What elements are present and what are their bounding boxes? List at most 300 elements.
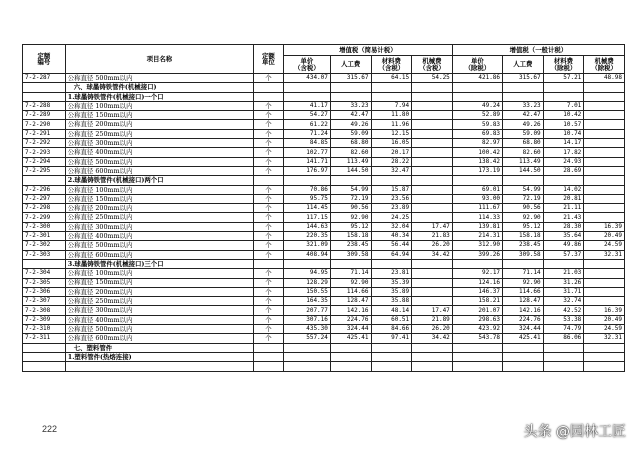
empty-cell bbox=[330, 343, 371, 352]
cell-material-excl: 20.81 bbox=[543, 194, 584, 203]
row-unit: 个 bbox=[253, 204, 283, 213]
empty-cell bbox=[584, 83, 625, 92]
cell-labor-excl bbox=[503, 362, 544, 371]
cell-labor: 144.50 bbox=[330, 166, 371, 175]
row-unit: 个 bbox=[253, 222, 283, 231]
cell-labor: 158.18 bbox=[330, 232, 371, 241]
row-code: 7-2-311 bbox=[23, 334, 66, 343]
cell-machine-excl bbox=[584, 101, 625, 110]
cell-material-excl: 32.74 bbox=[543, 297, 584, 306]
row-unit: 个 bbox=[253, 325, 283, 334]
row-name: 公称直径 200mm以内 bbox=[65, 120, 253, 129]
cell-price-incl: 128.29 bbox=[283, 278, 330, 287]
row-code: 7-2-301 bbox=[23, 232, 66, 241]
cell-labor: 92.90 bbox=[330, 213, 371, 222]
cell-machine-excl: 16.39 bbox=[584, 306, 625, 315]
cell-price-incl: 114.45 bbox=[283, 204, 330, 213]
row-unit: 个 bbox=[253, 334, 283, 343]
row-unit: 个 bbox=[253, 129, 283, 138]
table-row bbox=[23, 157, 625, 166]
cell-labor-excl: 144.50 bbox=[503, 166, 544, 175]
row-code: 7-2-305 bbox=[23, 278, 66, 287]
cell-machine-excl bbox=[584, 269, 625, 278]
cell-machine-incl bbox=[412, 362, 453, 371]
empty-cell bbox=[503, 83, 544, 92]
group-title: 1.塑料管件(热熔连接) bbox=[65, 352, 253, 361]
row-unit: 个 bbox=[253, 297, 283, 306]
empty-cell bbox=[330, 259, 371, 268]
cell-material-excl: 21.11 bbox=[543, 204, 584, 213]
cell-price-excl: 49.24 bbox=[452, 101, 502, 110]
row-unit: 个 bbox=[253, 185, 283, 194]
cell-material-incl: 15.87 bbox=[371, 185, 412, 194]
cell-material-incl: 24.25 bbox=[371, 213, 412, 222]
empty-cell bbox=[330, 92, 371, 101]
table-row bbox=[23, 120, 625, 129]
cell-price-incl: 434.07 bbox=[283, 74, 330, 83]
cell-labor-excl: 72.19 bbox=[503, 194, 544, 203]
header-name: 项目名称 bbox=[65, 45, 253, 74]
cell-material-excl: 7.01 bbox=[543, 101, 584, 110]
cell-material-excl: 10.74 bbox=[543, 129, 584, 138]
cell-machine-excl: 48.98 bbox=[584, 74, 625, 83]
row-name: 公称直径 500mm以内 bbox=[65, 157, 253, 166]
empty-cell bbox=[412, 352, 453, 361]
table-row bbox=[23, 139, 625, 148]
cell-material-incl: 7.94 bbox=[371, 101, 412, 110]
row-unit: 个 bbox=[253, 148, 283, 157]
row-unit: 个 bbox=[253, 74, 283, 83]
row-name: 公称直径 500mm以内 bbox=[65, 241, 253, 250]
cell-machine-excl: 24.59 bbox=[584, 325, 625, 334]
row-code: 7-2-308 bbox=[23, 306, 66, 315]
cell-material-excl: 10.57 bbox=[543, 120, 584, 129]
cell-material-incl: 35.89 bbox=[371, 287, 412, 296]
cell-price-excl: 82.97 bbox=[452, 139, 502, 148]
row-code: 7-2-309 bbox=[23, 315, 66, 324]
cell-material-excl: 57.37 bbox=[543, 250, 584, 259]
row-name: 公称直径 300mm以内 bbox=[65, 139, 253, 148]
cell-material-excl: 17.82 bbox=[543, 148, 584, 157]
cell-price-excl: 173.19 bbox=[452, 166, 502, 175]
empty-cell bbox=[330, 176, 371, 185]
empty-cell bbox=[253, 83, 283, 92]
cell-machine-incl bbox=[412, 204, 453, 213]
cell-price-excl: 93.00 bbox=[452, 194, 502, 203]
empty-cell bbox=[253, 259, 283, 268]
cell-machine-incl: 26.20 bbox=[412, 325, 453, 334]
row-code-cell bbox=[23, 92, 66, 101]
cell-machine-excl: 20.49 bbox=[584, 315, 625, 324]
page-number: 222 bbox=[42, 424, 58, 434]
row-unit: 个 bbox=[253, 101, 283, 110]
group-row bbox=[23, 352, 625, 361]
section-title: 六、球墨铸铁管件(机械接口) bbox=[65, 83, 253, 92]
cell-material-excl: 31.26 bbox=[543, 278, 584, 287]
cell-labor: 42.47 bbox=[330, 111, 371, 120]
table-row bbox=[23, 306, 625, 315]
empty-cell bbox=[283, 352, 330, 361]
cell-material-excl: 10.42 bbox=[543, 111, 584, 120]
row-unit: 个 bbox=[253, 157, 283, 166]
row-code: 7-2-303 bbox=[23, 250, 66, 259]
cell-labor-excl: 92.90 bbox=[503, 278, 544, 287]
cell-labor: 324.44 bbox=[330, 325, 371, 334]
cell-price-excl: 312.90 bbox=[452, 241, 502, 250]
empty-cell bbox=[371, 343, 412, 352]
cell-price-incl: 207.77 bbox=[283, 306, 330, 315]
cell-labor-excl: 90.56 bbox=[503, 204, 544, 213]
table-row bbox=[23, 222, 625, 231]
row-name bbox=[65, 362, 253, 371]
cell-machine-excl bbox=[584, 157, 625, 166]
group-title: 2.球墨铸铁管件(机械接口)两个口 bbox=[65, 176, 253, 185]
cell-material-excl: 86.06 bbox=[543, 334, 584, 343]
cell-machine-incl bbox=[412, 185, 453, 194]
cell-price-incl: 117.15 bbox=[283, 213, 330, 222]
row-code: 7-2-296 bbox=[23, 185, 66, 194]
group-row bbox=[23, 176, 625, 185]
empty-cell bbox=[371, 83, 412, 92]
cell-machine-excl bbox=[584, 185, 625, 194]
cell-price-incl: 144.63 bbox=[283, 222, 330, 231]
cell-material-excl: 74.79 bbox=[543, 325, 584, 334]
cell-material-incl: 23.81 bbox=[371, 269, 412, 278]
empty-cell bbox=[253, 176, 283, 185]
cell-price-excl: 92.17 bbox=[452, 269, 502, 278]
row-code-cell bbox=[23, 83, 66, 92]
cell-labor-excl: 309.58 bbox=[503, 250, 544, 259]
row-name: 公称直径 250mm以内 bbox=[65, 129, 253, 138]
cell-material-excl: 28.69 bbox=[543, 166, 584, 175]
cell-material-incl: 11.80 bbox=[371, 111, 412, 120]
header-machine-excl: 机械费 （除税） bbox=[584, 56, 625, 74]
cell-labor-excl: 114.66 bbox=[503, 287, 544, 296]
header-labor2: 人工费 bbox=[503, 56, 544, 74]
empty-cell bbox=[283, 83, 330, 92]
empty-cell bbox=[412, 343, 453, 352]
row-unit: 个 bbox=[253, 306, 283, 315]
cell-labor-excl: 128.47 bbox=[503, 297, 544, 306]
table-row bbox=[23, 101, 625, 110]
cell-labor-excl: 68.80 bbox=[503, 139, 544, 148]
cell-machine-incl: 34.42 bbox=[412, 334, 453, 343]
cell-material-incl: 40.34 bbox=[371, 232, 412, 241]
empty-cell bbox=[543, 176, 584, 185]
cell-price-incl: 141.71 bbox=[283, 157, 330, 166]
table-header bbox=[23, 45, 625, 74]
cell-labor: 238.45 bbox=[330, 241, 371, 250]
table-row bbox=[23, 194, 625, 203]
table-row bbox=[23, 315, 625, 324]
cell-machine-incl bbox=[412, 111, 453, 120]
empty-cell bbox=[543, 352, 584, 361]
cell-labor: 113.49 bbox=[330, 157, 371, 166]
cell-machine-incl bbox=[412, 101, 453, 110]
empty-cell bbox=[503, 343, 544, 352]
cell-material-incl: 23.89 bbox=[371, 204, 412, 213]
cell-price-excl: 201.07 bbox=[452, 306, 502, 315]
header-machine-incl: 机械费 （含税） bbox=[412, 56, 453, 74]
empty-cell bbox=[584, 259, 625, 268]
header-price-incl: 单价 （含税） bbox=[283, 56, 330, 74]
cell-material-excl: 14.17 bbox=[543, 139, 584, 148]
cell-price-incl: 150.55 bbox=[283, 287, 330, 296]
cell-price-incl: 94.95 bbox=[283, 269, 330, 278]
table-row bbox=[23, 232, 625, 241]
row-code: 7-2-289 bbox=[23, 111, 66, 120]
cell-price-incl: 70.86 bbox=[283, 185, 330, 194]
cell-machine-incl: 54.25 bbox=[412, 74, 453, 83]
empty-cell bbox=[452, 352, 502, 361]
cell-price-incl: 102.77 bbox=[283, 148, 330, 157]
cell-material-incl: 23.56 bbox=[371, 194, 412, 203]
cell-price-incl: 95.75 bbox=[283, 194, 330, 203]
cell-price-excl: 138.42 bbox=[452, 157, 502, 166]
header-material-incl: 材料费 （含税） bbox=[371, 56, 412, 74]
empty-cell bbox=[253, 92, 283, 101]
empty-cell bbox=[283, 259, 330, 268]
cell-labor-excl: 49.26 bbox=[503, 120, 544, 129]
empty-cell bbox=[412, 259, 453, 268]
cell-labor-excl: 315.67 bbox=[503, 74, 544, 83]
row-code: 7-2-297 bbox=[23, 194, 66, 203]
header-price-excl: 单价 （除税） bbox=[452, 56, 502, 74]
cell-labor: 49.26 bbox=[330, 120, 371, 129]
cell-material-incl: 64.15 bbox=[371, 74, 412, 83]
table-row bbox=[23, 213, 625, 222]
empty-cell bbox=[283, 343, 330, 352]
cell-price-incl: 71.24 bbox=[283, 129, 330, 138]
row-name: 公称直径 200mm以内 bbox=[65, 287, 253, 296]
row-name: 公称直径 150mm以内 bbox=[65, 194, 253, 203]
row-code: 7-2-293 bbox=[23, 148, 66, 157]
cell-labor: 315.67 bbox=[330, 74, 371, 83]
table-row bbox=[23, 185, 625, 194]
cell-price-excl bbox=[452, 362, 502, 371]
cell-material-incl: 35.88 bbox=[371, 297, 412, 306]
cell-price-incl: 220.35 bbox=[283, 232, 330, 241]
row-unit: 个 bbox=[253, 111, 283, 120]
cell-price-incl bbox=[283, 362, 330, 371]
cell-price-excl: 124.16 bbox=[452, 278, 502, 287]
cell-material-incl: 32.04 bbox=[371, 222, 412, 231]
cell-price-excl: 298.63 bbox=[452, 315, 502, 324]
cell-machine-incl: 17.47 bbox=[412, 306, 453, 315]
table-row bbox=[23, 297, 625, 306]
cell-price-incl: 41.17 bbox=[283, 101, 330, 110]
empty-cell bbox=[503, 92, 544, 101]
cell-material-excl: 21.43 bbox=[543, 213, 584, 222]
header-code: 定额 编号 bbox=[23, 45, 66, 74]
cell-material-excl: 24.93 bbox=[543, 157, 584, 166]
cell-machine-incl bbox=[412, 194, 453, 203]
row-unit: 个 bbox=[253, 278, 283, 287]
table-row bbox=[23, 74, 625, 83]
row-code: 7-2-292 bbox=[23, 139, 66, 148]
price-table bbox=[22, 44, 625, 372]
row-unit: 个 bbox=[253, 250, 283, 259]
row-name: 公称直径 600mm以内 bbox=[65, 250, 253, 259]
cell-price-excl: 214.31 bbox=[452, 232, 502, 241]
row-name: 公称直径 150mm以内 bbox=[65, 111, 253, 120]
cell-labor-excl: 33.23 bbox=[503, 101, 544, 110]
row-code: 7-2-307 bbox=[23, 297, 66, 306]
cell-material-excl bbox=[543, 362, 584, 371]
cell-material-incl: 20.17 bbox=[371, 148, 412, 157]
cell-machine-incl bbox=[412, 129, 453, 138]
cell-machine-excl bbox=[584, 287, 625, 296]
cell-material-incl: 56.44 bbox=[371, 241, 412, 250]
cell-material-incl: 97.41 bbox=[371, 334, 412, 343]
row-code: 7-2-288 bbox=[23, 101, 66, 110]
cell-labor: 90.56 bbox=[330, 204, 371, 213]
cell-machine-excl: 32.31 bbox=[584, 250, 625, 259]
cell-price-incl: 321.09 bbox=[283, 241, 330, 250]
cell-material-excl: 21.03 bbox=[543, 269, 584, 278]
row-name: 公称直径 250mm以内 bbox=[65, 213, 253, 222]
cell-machine-excl bbox=[584, 213, 625, 222]
cell-machine-excl bbox=[584, 139, 625, 148]
cell-price-incl: 307.16 bbox=[283, 315, 330, 324]
cell-price-excl: 69.83 bbox=[452, 129, 502, 138]
row-code-cell bbox=[23, 343, 66, 352]
row-unit: 个 bbox=[253, 232, 283, 241]
row-name: 公称直径 500mm以内 bbox=[65, 325, 253, 334]
cell-machine-excl: 20.49 bbox=[584, 232, 625, 241]
header-simple-tax: 增值税（简易计税） bbox=[283, 45, 452, 56]
cell-labor-excl: 42.47 bbox=[503, 111, 544, 120]
empty-cell bbox=[330, 83, 371, 92]
empty-cell bbox=[412, 92, 453, 101]
empty-cell bbox=[452, 343, 502, 352]
row-code bbox=[23, 362, 66, 371]
row-unit: 个 bbox=[253, 120, 283, 129]
empty-cell bbox=[543, 259, 584, 268]
section-row bbox=[23, 343, 625, 352]
empty-cell bbox=[330, 352, 371, 361]
cell-material-incl: 35.39 bbox=[371, 278, 412, 287]
cell-price-incl: 54.27 bbox=[283, 111, 330, 120]
cell-labor-excl: 82.60 bbox=[503, 148, 544, 157]
row-unit: 个 bbox=[253, 287, 283, 296]
cell-labor-excl: 113.49 bbox=[503, 157, 544, 166]
cell-machine-incl bbox=[412, 148, 453, 157]
empty-cell bbox=[371, 92, 412, 101]
cell-machine-incl: 21.83 bbox=[412, 232, 453, 241]
cell-price-incl: 435.30 bbox=[283, 325, 330, 334]
cell-labor: 224.76 bbox=[330, 315, 371, 324]
row-name: 公称直径 400mm以内 bbox=[65, 232, 253, 241]
cell-material-excl: 42.52 bbox=[543, 306, 584, 315]
row-code: 7-2-310 bbox=[23, 325, 66, 334]
empty-cell bbox=[371, 259, 412, 268]
cell-material-excl: 57.21 bbox=[543, 74, 584, 83]
table-row bbox=[23, 129, 625, 138]
row-code: 7-2-300 bbox=[23, 222, 66, 231]
cell-material-incl: 16.05 bbox=[371, 139, 412, 148]
table-row bbox=[23, 241, 625, 250]
cell-machine-incl: 17.47 bbox=[412, 222, 453, 231]
row-name: 公称直径 600mm以内 bbox=[65, 166, 253, 175]
cell-machine-incl: 34.42 bbox=[412, 250, 453, 259]
cell-price-excl: 100.42 bbox=[452, 148, 502, 157]
row-name: 公称直径 300mm以内 bbox=[65, 222, 253, 231]
cell-machine-excl bbox=[584, 362, 625, 371]
watermark-text: 头条 @园林工匠 bbox=[523, 424, 626, 440]
cell-price-excl: 399.26 bbox=[452, 250, 502, 259]
cell-labor: 309.58 bbox=[330, 250, 371, 259]
row-code: 7-2-302 bbox=[23, 241, 66, 250]
cell-labor: 54.99 bbox=[330, 185, 371, 194]
row-code: 7-2-298 bbox=[23, 204, 66, 213]
empty-cell bbox=[543, 343, 584, 352]
cell-labor: 71.14 bbox=[330, 269, 371, 278]
cell-material-incl: 11.96 bbox=[371, 120, 412, 129]
cell-material-incl: 64.94 bbox=[371, 250, 412, 259]
cell-machine-excl bbox=[584, 129, 625, 138]
cell-machine-incl bbox=[412, 166, 453, 175]
cell-material-incl: 48.14 bbox=[371, 306, 412, 315]
cell-price-excl: 59.83 bbox=[452, 120, 502, 129]
empty-cell bbox=[452, 259, 502, 268]
section-row bbox=[23, 83, 625, 92]
empty-cell bbox=[584, 176, 625, 185]
cell-material-excl: 53.38 bbox=[543, 315, 584, 324]
header-general-tax: 增值税（一般计税） bbox=[452, 45, 624, 56]
cell-price-excl: 158.21 bbox=[452, 297, 502, 306]
cell-machine-excl bbox=[584, 120, 625, 129]
cell-machine-incl bbox=[412, 213, 453, 222]
empty-cell bbox=[371, 352, 412, 361]
header-material-excl: 材料费 （除税） bbox=[543, 56, 584, 74]
cell-material-incl: 84.66 bbox=[371, 325, 412, 334]
table-row bbox=[23, 278, 625, 287]
group-title: 1.球墨铸铁管件(机械接口)一个口 bbox=[65, 92, 253, 101]
table-row bbox=[23, 204, 625, 213]
row-name: 公称直径 400mm以内 bbox=[65, 315, 253, 324]
cell-machine-incl: 26.20 bbox=[412, 241, 453, 250]
cell-labor: 95.12 bbox=[330, 222, 371, 231]
empty-cell bbox=[412, 83, 453, 92]
cell-machine-incl bbox=[412, 157, 453, 166]
cell-price-incl: 164.35 bbox=[283, 297, 330, 306]
empty-cell bbox=[584, 352, 625, 361]
row-code: 7-2-304 bbox=[23, 269, 66, 278]
section-title: 七、塑料管件 bbox=[65, 343, 253, 352]
empty-cell bbox=[584, 92, 625, 101]
cell-material-excl: 28.30 bbox=[543, 222, 584, 231]
row-name: 公称直径 500mm以内 bbox=[65, 74, 253, 83]
cell-machine-incl bbox=[412, 297, 453, 306]
row-code: 7-2-295 bbox=[23, 166, 66, 175]
cell-price-incl: 61.22 bbox=[283, 120, 330, 129]
empty-cell bbox=[452, 176, 502, 185]
cell-machine-excl bbox=[584, 111, 625, 120]
header-unit: 定额 单位 bbox=[253, 45, 283, 74]
empty-cell bbox=[503, 176, 544, 185]
cell-labor-excl: 95.12 bbox=[503, 222, 544, 231]
table-row bbox=[23, 166, 625, 175]
cell-price-excl: 423.92 bbox=[452, 325, 502, 334]
cell-price-incl: 557.24 bbox=[283, 334, 330, 343]
row-code: 7-2-294 bbox=[23, 157, 66, 166]
table-body bbox=[23, 74, 625, 372]
row-code-cell bbox=[23, 259, 66, 268]
empty-cell bbox=[503, 352, 544, 361]
empty-cell bbox=[371, 176, 412, 185]
empty-cell bbox=[452, 92, 502, 101]
